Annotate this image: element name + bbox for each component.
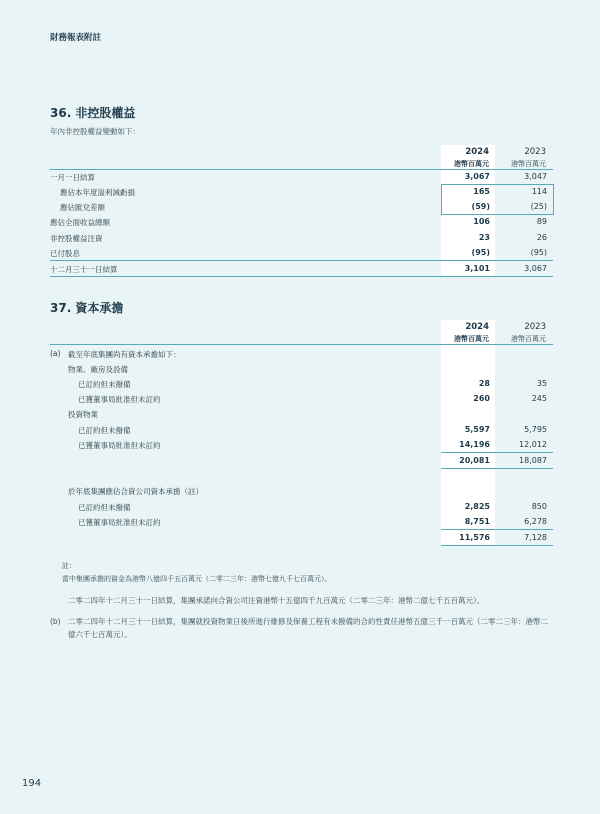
row-label: 非控股權益注資 (50, 234, 103, 243)
row-label: 物業、廠房及設備 (68, 365, 128, 374)
s36-unit-2024: 港幣百萬元 (454, 160, 489, 168)
row-label: 截至年底集團尚有資本承擔如下： (68, 350, 181, 359)
table-row (50, 406, 553, 421)
row-label: 於年底集團應佔合資公司資本承擔（註） (68, 487, 203, 496)
row-label: 應佔本年度溢利減虧損 (60, 188, 135, 197)
subtotal-rule-bottom (441, 545, 553, 546)
row-label: 已訂約但未撥備 (78, 380, 131, 389)
value-2024: 260 (473, 394, 490, 403)
value-2023: 7,128 (524, 533, 547, 542)
table-row (50, 245, 553, 260)
s36-year-2023: 2023 (524, 147, 546, 157)
row-label: 已獲董事局批准但未訂約 (78, 518, 161, 527)
note-text: 當中集團承擔的資金為港幣八億四千五百萬元（二零二三年：港幣七億九千七百萬元）。 (62, 575, 332, 583)
value-2023: 5,795 (524, 425, 547, 434)
s37-year-2023: 2023 (524, 322, 546, 332)
row-label: 已訂約但未撥備 (78, 503, 131, 512)
row-label: 應佔全面收益總額 (50, 218, 110, 227)
value-2024: 20,081 (459, 456, 490, 465)
table-row (50, 391, 553, 406)
value-2023: 12,012 (519, 440, 547, 449)
s37-top-rule (50, 344, 553, 345)
value-2024: 11,576 (459, 533, 490, 542)
s36-bottom-rule (50, 276, 553, 277)
value-2023: 89 (536, 217, 547, 226)
value-2023: 3,067 (524, 264, 547, 273)
value-2024: (95) (471, 248, 490, 257)
item-marker-b: (b) (50, 617, 61, 626)
row-label: 應佔匯兌差額 (60, 203, 105, 212)
section-37-title: 37. 資本承擔 (50, 301, 124, 315)
subtotal-rule-bottom (441, 468, 553, 469)
value-2023: (25) (530, 202, 547, 211)
value-2023: 245 (531, 394, 547, 403)
s37-year-2024: 2024 (465, 322, 489, 332)
row-label: 已獲董事局批准但未訂約 (78, 441, 161, 450)
table-row (50, 530, 553, 545)
table-row (50, 376, 553, 391)
value-2023: 114 (531, 187, 547, 196)
value-2024: 3,101 (464, 264, 490, 273)
value-2023: 18,087 (519, 456, 547, 465)
s36-year-2024: 2024 (465, 147, 489, 157)
table-row (50, 437, 553, 452)
table-row (50, 184, 553, 199)
row-label: 已獲董事局批准但未訂約 (78, 395, 161, 404)
paragraph-capital-injection: 二零二四年十二月三十一日結算，集團承諾向合資公司注資港幣十五億四千九百萬元（二零二三年：港幣二億七千五百萬元）。 (68, 596, 485, 605)
value-2024: 5,597 (464, 425, 490, 434)
value-2023: 35 (536, 379, 547, 388)
value-2023: 850 (531, 502, 547, 511)
table-row (50, 361, 553, 376)
table-row (50, 199, 553, 214)
table-row (50, 422, 553, 437)
table-row (50, 230, 553, 245)
table-row (50, 453, 553, 468)
table-row (50, 261, 553, 276)
table-row (50, 514, 553, 529)
section-36-title: 36. 非控股權益 (50, 106, 136, 120)
value-2024: 14,196 (459, 440, 490, 449)
table-row (50, 346, 553, 361)
value-2024: 23 (478, 233, 490, 242)
table-row (50, 169, 553, 184)
note-label: 註： (62, 562, 76, 570)
row-label: 已付股息 (50, 249, 80, 258)
value-2023: 6,278 (524, 517, 547, 526)
value-2023: (95) (530, 248, 547, 257)
row-label: 已訂約但未撥備 (78, 426, 131, 435)
table-row (50, 214, 553, 229)
value-2024: 8,751 (464, 517, 490, 526)
table-row (50, 483, 553, 498)
value-2024: 165 (473, 187, 490, 196)
row-label: 一月一日結算 (50, 173, 95, 182)
s37-unit-2024: 港幣百萬元 (454, 335, 489, 343)
row-label: 投資物業 (68, 410, 98, 419)
value-2023: 26 (536, 233, 547, 242)
paragraph-investment-property-commitment: 二零二四年十二月三十一日結算，集團就投資物業日後所進行維修及保養工程有未撥備的合約性責任港幣五億三千一百萬元（二零二三年：港幣二億六千七百萬元）。 (68, 617, 548, 639)
value-2024: 28 (478, 379, 490, 388)
table-row (50, 499, 553, 514)
page-header: 財務報表附註 (50, 33, 102, 43)
value-2024: 2,825 (464, 502, 490, 511)
value-2024: 106 (473, 217, 490, 226)
s37-unit-2023: 港幣百萬元 (511, 335, 546, 343)
page-number: 194 (22, 778, 42, 789)
item-marker-a: (a) (50, 349, 61, 358)
s36-unit-2023: 港幣百萬元 (511, 160, 546, 168)
section-36-intro: 年內非控股權益變動如下： (50, 127, 140, 136)
value-2024: (59) (471, 202, 490, 211)
value-2024: 3,067 (464, 172, 490, 181)
value-2023: 3,047 (524, 172, 547, 181)
row-label: 十二月三十一日結算 (50, 265, 118, 274)
